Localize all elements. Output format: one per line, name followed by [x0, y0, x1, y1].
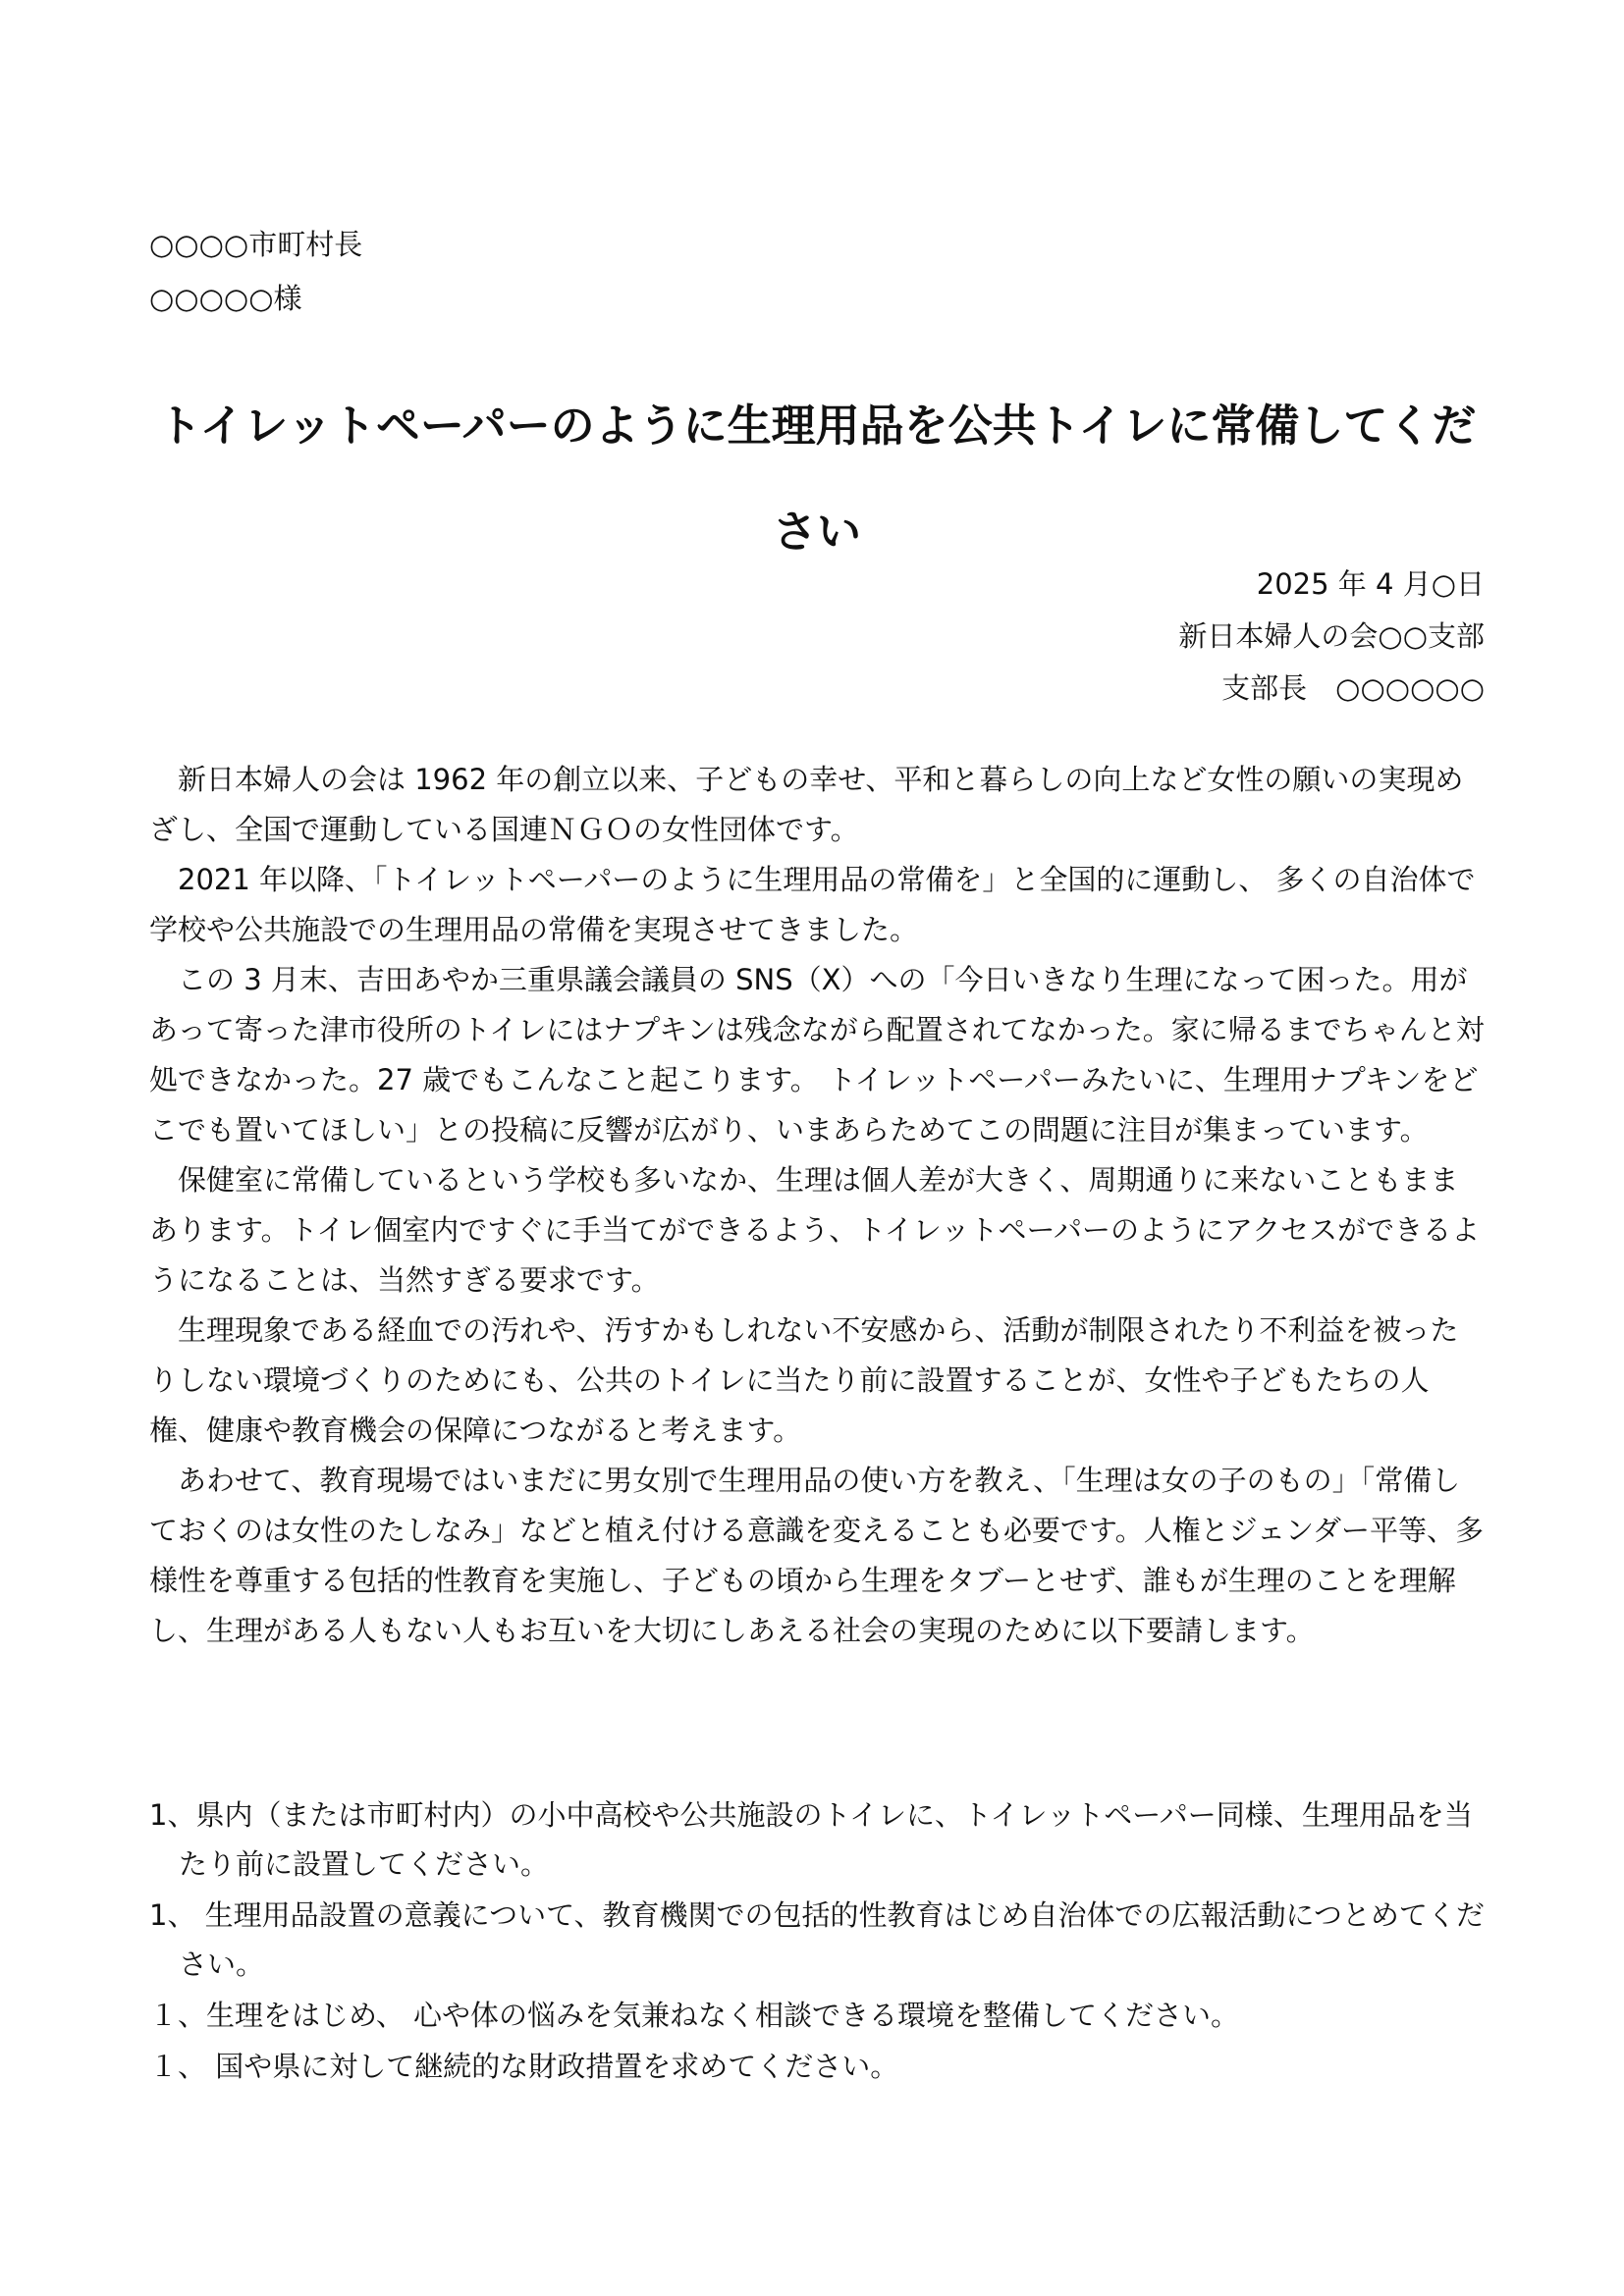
addressee-block: [149, 218, 362, 326]
request-item: １、 国や県に対して継続的な財政措置を求めてください。: [149, 2050, 899, 2083]
document-title: トイレットペーパーのように生理用品を公共トイレに常備してください: [157, 400, 1477, 558]
body-paragraph: 生理現象である経血での汚れや、汚すかもしれない不安感から、活動が制限されたり不利益を被ったりしない環境づくりのためにも、公共のトイレに当たり前に設置することが、女性や子どもたちの人権、健康や教育機会の保障につながると考えます。: [149, 1313, 1459, 1447]
sender-block: [1178, 559, 1485, 715]
request-item: １、生理をはじめ、 心や体の悩みを気兼ねなく相談できる環境を整備してください。: [149, 1999, 1240, 2032]
sender-representative: 支部長 ○○○○○○: [1221, 671, 1485, 705]
body-paragraph: 2021 年以降、「トイレットペーパーのように生理用品の常備を」と全国的に運動し、 多くの自治体で学校や公共施設での生理用品の常備を実現させてきました。: [149, 863, 1476, 946]
request-item: 1、県内（または市町村内）の小中高校や公共施設のトイレに、トイレットペーパー同様、生理用品を当たり前に設置してください。: [149, 1798, 1473, 1881]
request-item: 1、 生理用品設置の意義について、教育機関での包括的性教育はじめ自治体での広報活動につとめてください。: [149, 1898, 1485, 1981]
body-paragraph: 保健室に常備しているという学校も多いなか、生理は個人差が大きく、周期通りに来ないこともままあります。トイレ個室内ですぐに手当てができるよう、トイレットペーパーのようにアクセスができるようになることは、当然すぎる要求です。: [149, 1163, 1481, 1297]
letter-date: 2025 年 4 月○日: [1256, 567, 1485, 601]
body-paragraph: この 3 月末、吉田あやか三重県議会議員の SNS（X）への「今日いきなり生理になって困った。用があって寄った津市役所のトイレにはナプキンは残念ながら配置されてなかった。家に帰るまでちゃんと対処できなかった。27 歳でもこんなこと起こります。 トイレットペーパーみたいに、生理用ナプキンをどこでも置いてほしい」との投稿に反響が広がり、いまあらためてこの問題に注目が集まっています。: [149, 963, 1485, 1147]
letter-body: [149, 755, 1485, 1656]
body-paragraph: あわせて、教育現場ではいまだに男女別で生理用品の使い方を教え、「生理は女の子のもの」「常備しておくのは女性のたしなみ」などと植え付ける意識を変えることも必要です。人権とジェンダー平等、多様性を尊重する包括的性教育を実施し、子どもの頃から生理をタブーとせず、誰もが生理のことを理解し、生理がある人もない人もお互いを大切にしあえる社会の実現のために以下要請します。: [149, 1464, 1484, 1647]
sender-organization: 新日本婦人の会○○支部: [1178, 619, 1485, 653]
addressee-name: ○○○○○様: [149, 282, 302, 315]
request-list: [149, 1790, 1485, 2093]
body-paragraph: 新日本婦人の会は 1962 年の創立以来、子どもの幸せ、平和と暮らしの向上など女性の願いの実現めざし、全国で運動している国連ＮＧＯの女性団体です。: [149, 763, 1464, 846]
addressee-mayor: ○○○○市町村長: [149, 228, 363, 261]
